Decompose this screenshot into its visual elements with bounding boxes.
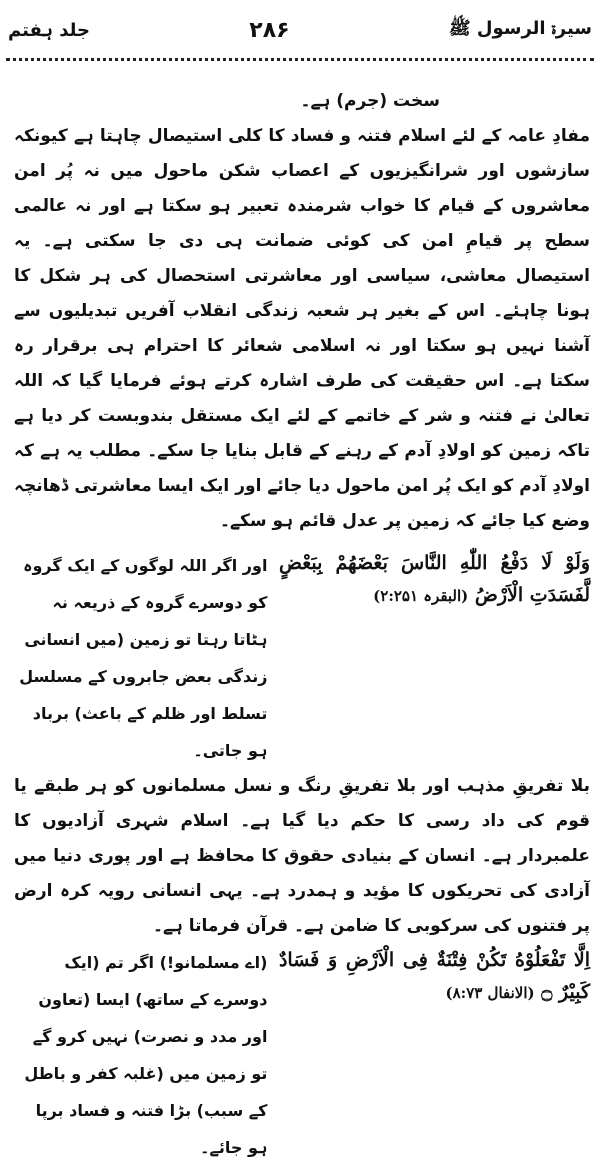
header-divider <box>6 58 594 61</box>
verse-2-reference: (الانفال ۸:۷۳) <box>445 984 535 1002</box>
spacer <box>14 539 590 547</box>
body-paragraph: مفادِ عامہ کے لئے اسلام فتنہ و فساد کا کلی استیصال چاہتا ہے کیونکہ سازشوں اور شرانگیزیوں کے اعصاب شکن ماحول میں نہ پُر امن معاشروں کے قیام کا خواب شرمندہ تعبیر ہو سکتا ہے اور نہ عالمی سطح پر قیامِ امن کی کوئی ضمانت ہی دی جا سکتی ہے۔ یہ استیصال معاشی، سیاسی اور معاشرتی استحصال کی ہر شکل کا ہونا چاہئے۔ اس کے بغیر ہر شعبہ زندگی انقلاب آفریں تبدیلیوں سے آشنا نہیں ہو سکتا اور نہ اسلامی شعائر کا احترام ہی برقرار رہ سکتا ہے۔ اس حقیقت کی طرف اشارہ کرتے ہوئے فرمایا گیا کہ اللہ تعالیٰ نے فتنہ و شر کے خاتمے کے لئے ایک مستقل بندوبست کر دیا ہے تاکہ زمین کو اولادِ آدم کے رہنے کے قابل بنایا جا سکے۔ مطلب یہ ہے کہ اولادِ آدم کو ایک پُر امن ماحول دیا جائے اور ایک ایسا معاشرتی ڈھانچہ وضع کیا جائے کہ زمین پر عدل قائم ہو سکے۔ <box>14 126 590 531</box>
page-body <box>14 84 590 1166</box>
verse-block-1 <box>14 547 590 769</box>
running-title: سیرۃ الرسول ﷺ <box>448 18 592 39</box>
verse-1-arabic: وَلَوْ لَا دَفْعُ اللّٰهِ النَّاسَ بَعْضَهُمْ بِبَعْضٍ لَّفَسَدَتِ الْاَرْضُ <box>278 552 590 606</box>
verse-2-translation: (اے مسلمانو!) اگر تم (ایک دوسرے کے ساتھ) ایسا (تعاون اور مدد و نصرت) نہیں کرو گے تو زمین میں (غلبہ کفر و باطل کے سبب) بڑا فتنہ و فساد برپا ہو جائے۔ <box>24 953 268 1157</box>
verse-block-2 <box>14 944 590 1166</box>
quran-verse-2 <box>279 944 590 1009</box>
verse-1-translation: اور اگر اللہ لوگوں کے ایک گروہ کو دوسرے گروہ کے ذریعہ نہ ہٹاتا رہتا تو زمین (میں انسانی زندگی بعض جابروں کے مسلسل تسلط اور ظلم کے باعث) برباد ہو جاتی۔ <box>19 556 268 760</box>
body-paragraph-2: بلا تفریقِ مذہب اور بلا تفریقِ رنگ و نسل مسلمانوں کو ہر طبقے یا قوم کی داد رسی کا حکم دیا گیا ہے۔ اسلام شہری آزادیوں کا علمبردار ہے۔ انسان کے بنیادی حقوق کا محافظ ہے اور پوری دنیا میں آزادی کی تحریکوں کا مؤید و ہمدرد ہے۔ یہی انسانی رویہ کرہ ارض پر فتنوں کی سرکوبی کا ضامن ہے۔ قرآن فرماتا ہے۔ <box>14 776 590 936</box>
quran-verse-1 <box>279 547 590 612</box>
verse-1-reference: (البقرہ ۲:۲۵۱) <box>373 587 469 605</box>
page-number: ۲۸۶ <box>249 17 290 43</box>
page-header <box>8 4 592 56</box>
paragraph-fragment: سخت (جرم) ہے۔ <box>300 91 440 111</box>
verse-2-arabic: اِلَّا تَفْعَلُوْهُ تَكُنْ فِتْنَةٌ فِی الْاَرْضِ وَ فَسَادٌ كَبِیْرٌ ۝ <box>278 949 590 1003</box>
volume-label: جلد ہفتم <box>8 19 90 41</box>
